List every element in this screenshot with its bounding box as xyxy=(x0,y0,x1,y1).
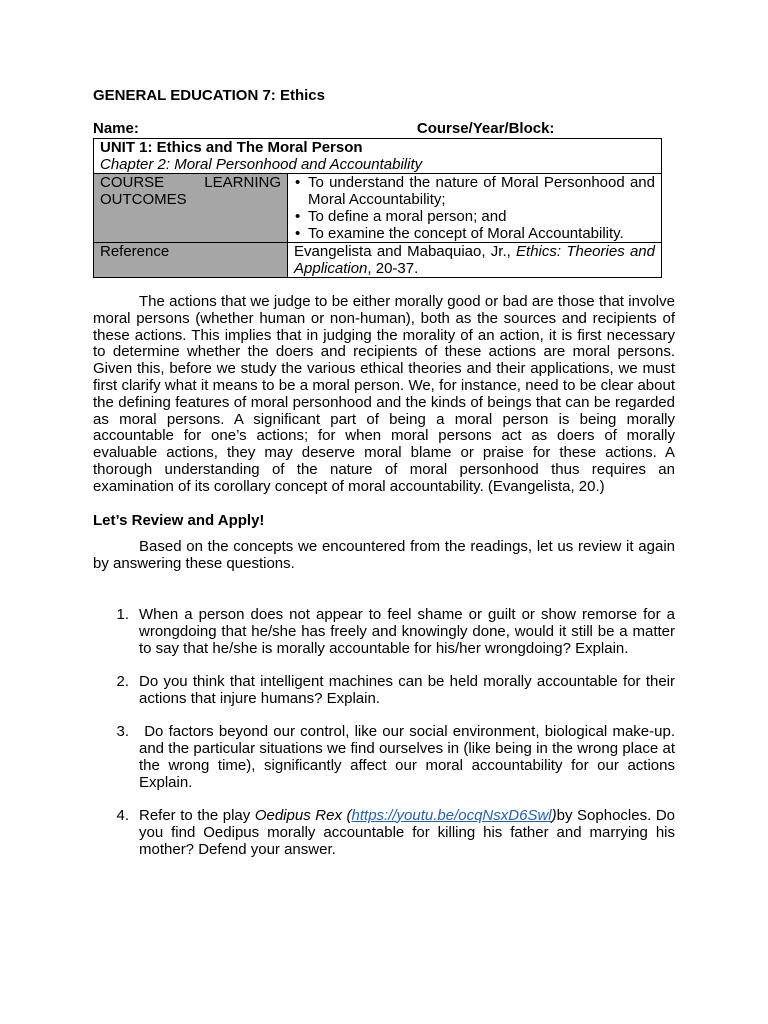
question-item xyxy=(93,606,675,657)
open-paren: ( xyxy=(341,806,352,824)
question-number: 1. xyxy=(116,605,129,623)
outcomes-list xyxy=(294,174,655,242)
question-number: 3. xyxy=(116,722,129,740)
unit-title: UNIT 1: Ethics and The Moral Person xyxy=(100,139,363,156)
play-title: Oedipus Rex xyxy=(254,806,342,824)
name-label: Name: xyxy=(93,120,139,137)
question-text xyxy=(139,807,675,858)
reference-cell xyxy=(288,243,662,278)
close-paren: ) xyxy=(551,806,557,824)
reference-book-title: Ethics: Theories and Application xyxy=(294,243,655,277)
review-heading: Let’s Review and Apply! xyxy=(93,511,265,529)
body-paragraph: The actions that we judge to be either morally good or bad are those that involve moral persons (whether human or non-human), both as the sources and recipients of these actions. This implies that in judging the morality of an action, it is first necessary to determine whether the doers and recipients of these actions are moral persons. Given this, before we study the various ethical theories and their applications, we must first clarify what it means to be a moral person. We, for instance, need to be clear about the defining features of moral personhood and the kinds of beings that can be regarded as moral persons. A significant part of being a moral person is being morally accountable for one’s actions; for when moral persons act as doers of morally evaluable actions, they may deserve moral blame or praise for these actions. A thorough understanding of the nature of moral personhood thus requires an examination of its corollary concept of moral accountability. (Evangelista, 20.) xyxy=(93,293,675,495)
outcomes-label: COURSE LEARNING OUTCOMES xyxy=(100,174,281,208)
outcomes-label-cell xyxy=(94,174,288,243)
course-info-table xyxy=(93,138,662,278)
question-text: When a person does not appear to feel shame or guilt or show remorse for a wrongdoing that he/she has freely and knowingly done, would it still be a matter to say that he/she is morally accountable for his/her wrongdoing? Explain. xyxy=(139,605,675,657)
course-label: Course/Year/Block: xyxy=(416,120,555,137)
question-text: Do you think that intelligent machines can be held morally accountable for their actions that injure humans? Explain. xyxy=(139,672,675,707)
reference-label: Reference xyxy=(100,243,170,260)
outcome-item: • To understand the nature of Moral Personhood and Moral Accountability; xyxy=(294,174,655,208)
student-info-row xyxy=(93,120,675,138)
review-intro: Based on the concepts we encountered from the readings, let us review it again by answering these questions. xyxy=(93,537,675,572)
document-page xyxy=(93,86,680,874)
video-link[interactable]: https://youtu.be/ocqNsxD6Swl xyxy=(351,806,552,824)
outcomes-cell xyxy=(288,174,662,243)
page-title: GENERAL EDUCATION 7: Ethics xyxy=(93,87,325,104)
question-text-post: by Sophocles. Do you find Oedipus morally accountable for killing his father and marrying his mother? Defend your answer. xyxy=(139,806,675,858)
reference-label-cell xyxy=(94,243,288,278)
question-item xyxy=(93,673,675,707)
question-text: Do factors beyond our control, like our social environment, biological make-up. and the particular situations we find ourselves in (like being in the wrong place at the wrong time), significantly affect our moral accountability for our actions Explain. xyxy=(139,722,680,791)
reference-authors: Evangelista and Mabaquiao, Jr., xyxy=(294,243,517,260)
question-number: 2. xyxy=(116,672,129,690)
unit-cell xyxy=(94,139,662,174)
question-item xyxy=(93,807,675,858)
outcome-item: • To define a moral person; and xyxy=(294,208,655,225)
question-number: 4. xyxy=(116,806,129,824)
question-text-pre: Refer to the play xyxy=(139,806,255,824)
question-list xyxy=(93,605,680,858)
reference-pages: , 20-37. xyxy=(367,260,419,277)
chapter-title: Chapter 2: Moral Personhood and Accountability xyxy=(100,156,423,173)
outcome-item: • To examine the concept of Moral Accountability. xyxy=(294,225,655,242)
question-item xyxy=(93,722,680,791)
